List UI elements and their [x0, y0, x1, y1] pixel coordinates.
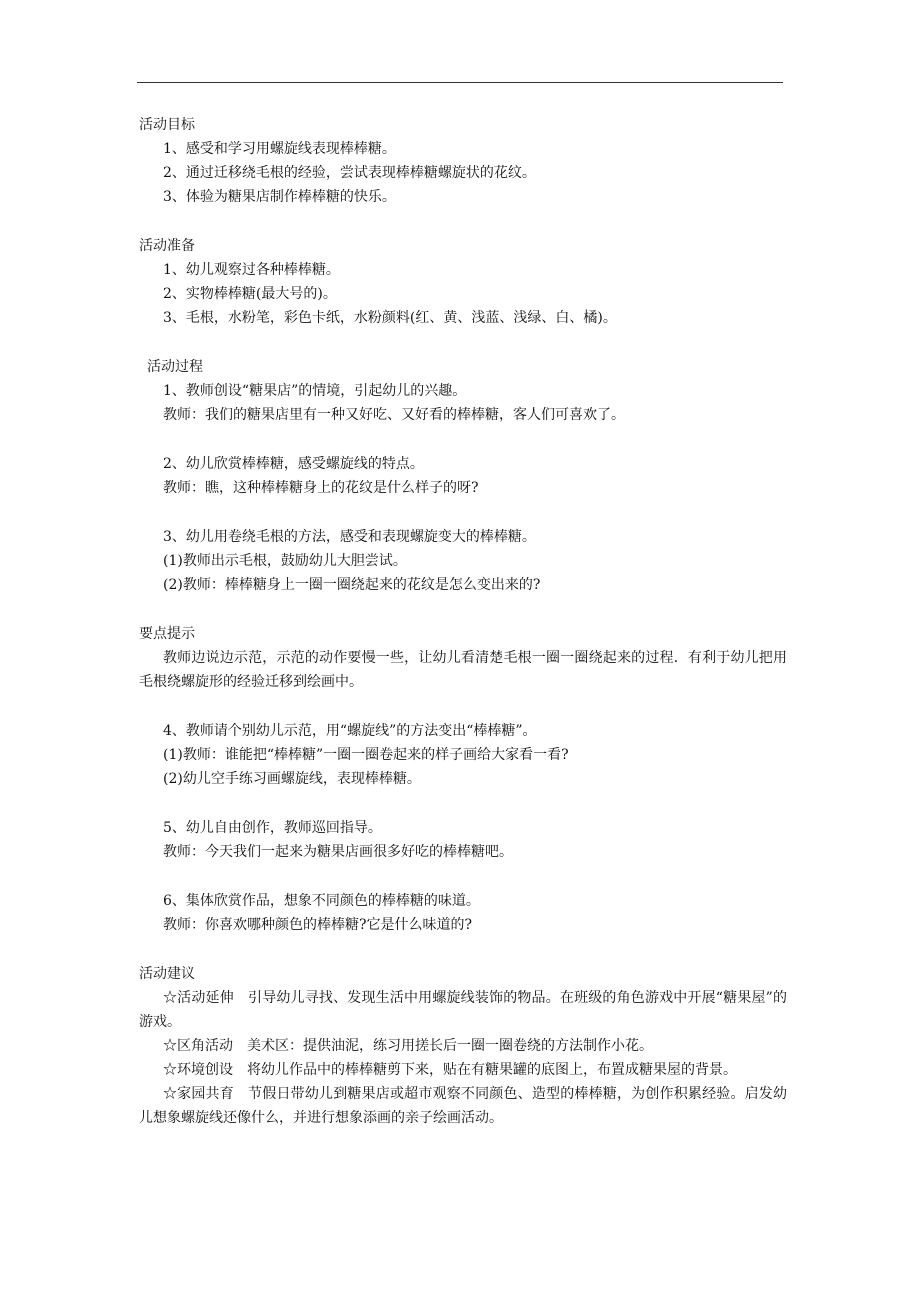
suggestion-item: ☆活动延伸 引导幼儿寻找、发现生活中用螺旋线装饰的物品。在班级的角色游戏中开展“糖果屋”的游戏。 — [139, 990, 787, 1030]
document-body — [139, 113, 787, 1130]
suggestions-section — [139, 962, 787, 1130]
tips-paragraph: 教师边说边示范，示范的动作要慢一些，让幼儿看清楚毛根一圈一圈绕起来的过程．有利于幼儿把用毛根绕螺旋形的经验迁移到绘画中。 — [139, 650, 787, 690]
process-dialogue: 教师：今天我们一起来为糖果店画很多好吃的棒棒糖吧。 — [163, 844, 513, 860]
goal-item: 3、体验为糖果店制作棒棒糖的快乐。 — [163, 189, 396, 205]
process-dialogue: 教师：瞧，这种棒棒糖身上的花纹是什么样子的呀? — [163, 480, 479, 496]
process-dialogue: 教师：我们的糖果店里有一种又好吃、又好看的棒棒糖，客人们可喜欢了。 — [163, 407, 625, 423]
tips-heading: 要点提示 — [139, 626, 195, 642]
suggestion-item: ☆家园共育 节假日带幼儿到糖果店或超市观察不同颜色、造型的棒棒糖，为创作积累经验。启发幼儿想象螺旋线还像什么，并进行想象添画的亲子绘画活动。 — [139, 1086, 787, 1126]
process-substep: (2)幼儿空手练习画螺旋线，表现棒棒糖。 — [163, 771, 421, 787]
prep-section — [139, 234, 787, 330]
process-substep: (1)教师出示毛根，鼓励幼儿大胆尝试。 — [163, 553, 407, 569]
process-substep: (2)教师：棒棒糖身上一圈一圈绕起来的花纹是怎么变出来的? — [163, 577, 541, 593]
suggestion-item: ☆区角活动 美术区：提供油泥，练习用搓长后一圈一圈卷绕的方法制作小花。 — [163, 1038, 653, 1054]
process-substep: (1)教师：谁能把“棒棒糖”一圈一圈卷起来的样子画给大家看一看? — [163, 747, 569, 763]
suggestion-item: ☆环境创设 将幼儿作品中的棒棒糖剪下来，贴在有糖果罐的底图上，布置成糖果屋的背景。 — [163, 1062, 737, 1078]
prep-item: 2、实物棒棒糖(最大号的)。 — [163, 286, 337, 302]
process-step: 1、教师创设“糖果店”的情境，引起幼儿的兴趣。 — [163, 383, 467, 399]
tips-section — [139, 622, 787, 694]
process-step: 5、幼儿自由创作，教师巡回指导。 — [163, 820, 382, 836]
process-step: 4、教师请个别幼儿示范，用“螺旋线”的方法变出“棒棒糖”。 — [163, 723, 537, 739]
prep-item: 3、毛根，水粉笔，彩色卡纸，水粉颜料(红、黄、浅蓝、浅绿、白、橘)。 — [163, 310, 617, 326]
process-section — [139, 355, 787, 597]
goals-heading: 活动目标 — [139, 117, 195, 133]
process-step: 2、幼儿欣赏棒棒糖，感受螺旋线的特点。 — [163, 456, 424, 472]
goals-section — [139, 113, 787, 209]
process-step: 3、幼儿用卷绕毛根的方法，感受和表现螺旋变大的棒棒糖。 — [163, 529, 536, 545]
process-step: 6、集体欣赏作品，想象不同颜色的棒棒糖的味道。 — [163, 893, 480, 909]
suggestions-heading: 活动建议 — [139, 966, 195, 982]
goal-item: 1、感受和学习用螺旋线表现棒棒糖。 — [163, 141, 396, 157]
prep-item: 1、幼儿观察过各种棒棒糖。 — [163, 262, 340, 278]
process-heading: 活动过程 — [147, 359, 203, 375]
header-rule — [137, 82, 783, 83]
process-continued — [139, 719, 787, 937]
goal-item: 2、通过迁移绕毛根的经验，尝试表现棒棒糖螺旋状的花纹。 — [163, 165, 536, 181]
prep-heading: 活动准备 — [139, 238, 195, 254]
process-dialogue: 教师：你喜欢哪种颜色的棒棒糖?它是什么味道的? — [163, 917, 473, 933]
